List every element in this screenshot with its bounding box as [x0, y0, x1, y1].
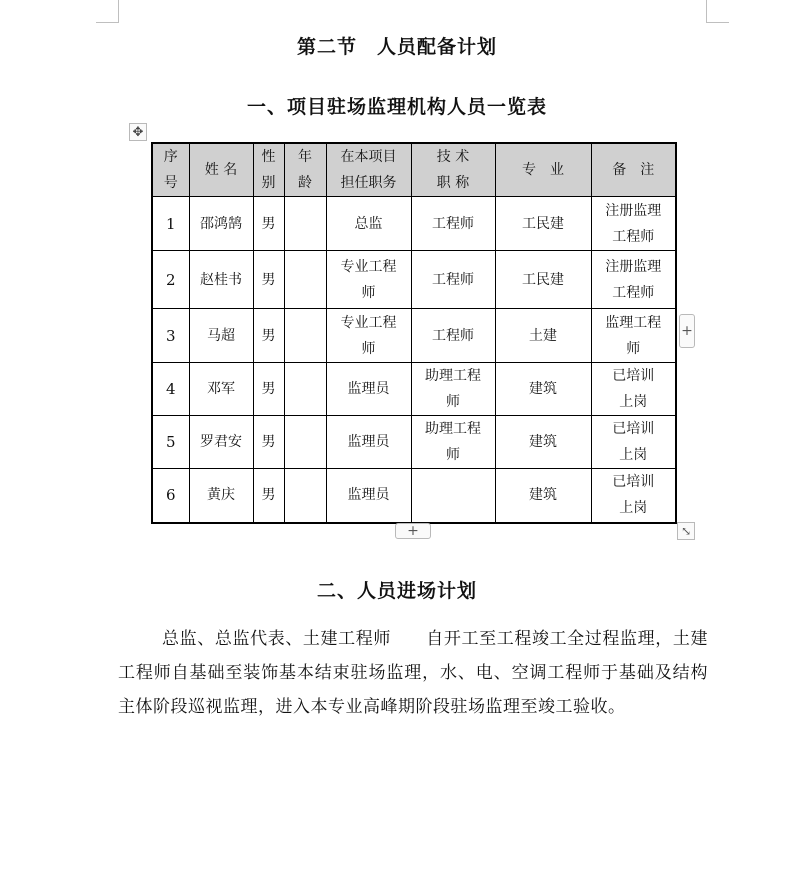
- page-corner-mark-right: [706, 0, 729, 23]
- header-age: 年 龄: [284, 143, 326, 197]
- cell-title[interactable]: 助理工程 师: [411, 363, 495, 416]
- table-row: [152, 251, 676, 309]
- header-title: 技 术 职 称: [411, 143, 495, 197]
- table-row: [152, 197, 676, 251]
- cell-position[interactable]: 监理员: [326, 416, 411, 469]
- cell-gender[interactable]: 男: [253, 416, 284, 469]
- cell-position[interactable]: 总监: [326, 197, 411, 251]
- cell-position[interactable]: 监理员: [326, 363, 411, 416]
- cell-age[interactable]: [284, 469, 326, 523]
- table-move-icon[interactable]: ✥: [129, 123, 147, 141]
- header-index: 序 号: [152, 143, 189, 197]
- cell-index[interactable]: 5: [152, 416, 189, 469]
- cell-age[interactable]: [284, 251, 326, 309]
- cell-index[interactable]: 2: [152, 251, 189, 309]
- cell-name[interactable]: 黄庆: [189, 469, 253, 523]
- table-row: [152, 416, 676, 469]
- heading-staff-table: 一、项目驻场监理机构人员一览表: [246, 96, 547, 118]
- cell-gender[interactable]: 男: [253, 363, 284, 416]
- table-header-row: [152, 143, 676, 197]
- cell-major[interactable]: 工民建: [495, 251, 591, 309]
- cell-remark[interactable]: 注册监理 工程师: [591, 197, 676, 251]
- staff-table: [151, 142, 677, 524]
- cell-major[interactable]: 工民建: [495, 197, 591, 251]
- cell-remark[interactable]: 注册监理 工程师: [591, 251, 676, 309]
- add-column-icon[interactable]: +: [679, 314, 695, 348]
- cell-remark[interactable]: 已培训 上岗: [591, 363, 676, 416]
- cell-age[interactable]: [284, 309, 326, 363]
- cell-name[interactable]: 赵桂书: [189, 251, 253, 309]
- cell-position[interactable]: 监理员: [326, 469, 411, 523]
- cell-name[interactable]: 邓军: [189, 363, 253, 416]
- cell-position[interactable]: 专业工程 师: [326, 309, 411, 363]
- header-name: 姓 名: [189, 143, 253, 197]
- cell-gender[interactable]: 男: [253, 251, 284, 309]
- header-major: 专 业: [495, 143, 591, 197]
- cell-age[interactable]: [284, 416, 326, 469]
- cell-index[interactable]: 4: [152, 363, 189, 416]
- entry-plan-paragraph: 总监、总监代表、土建工程师 自开工至工程竣工全过程监理，土建工程师自基础至装饰基本结束驻场监理，水、电、空调工程师于基础及结构主体阶段巡视监理，进入本专业高峰期阶段驻场监理至竣工验收。: [118, 629, 708, 717]
- cell-title[interactable]: 工程师: [411, 251, 495, 309]
- table-row: [152, 309, 676, 363]
- cell-remark[interactable]: 已培训 上岗: [591, 416, 676, 469]
- table-row: [152, 469, 676, 523]
- cell-title[interactable]: [411, 469, 495, 523]
- cell-major[interactable]: 建筑: [495, 469, 591, 523]
- header-gender: 性 别: [253, 143, 284, 197]
- section-title: 第二节 人员配备计划: [296, 36, 497, 58]
- cell-index[interactable]: 1: [152, 197, 189, 251]
- cell-gender[interactable]: 男: [253, 309, 284, 363]
- page-corner-mark-left: [96, 0, 119, 23]
- cell-remark[interactable]: 监理工程 师: [591, 309, 676, 363]
- cell-index[interactable]: 3: [152, 309, 189, 363]
- cell-name[interactable]: 邵鸿鹄: [189, 197, 253, 251]
- cell-title[interactable]: 助理工程 师: [411, 416, 495, 469]
- table-row: [152, 363, 676, 416]
- header-remark: 备 注: [591, 143, 676, 197]
- cell-index[interactable]: 6: [152, 469, 189, 523]
- cell-remark[interactable]: 已培训 上岗: [591, 469, 676, 523]
- cell-age[interactable]: [284, 363, 326, 416]
- cell-name[interactable]: 罗君安: [189, 416, 253, 469]
- cell-major[interactable]: 土建: [495, 309, 591, 363]
- cell-position[interactable]: 专业工程 师: [326, 251, 411, 309]
- cell-gender[interactable]: 男: [253, 469, 284, 523]
- cell-name[interactable]: 马超: [189, 309, 253, 363]
- table-resize-icon[interactable]: ⤡: [677, 522, 695, 540]
- header-position: 在本项目 担任职务: [326, 143, 411, 197]
- cell-title[interactable]: 工程师: [411, 309, 495, 363]
- cell-gender[interactable]: 男: [253, 197, 284, 251]
- add-row-icon[interactable]: +: [395, 523, 431, 539]
- cell-age[interactable]: [284, 197, 326, 251]
- cell-major[interactable]: 建筑: [495, 416, 591, 469]
- cell-major[interactable]: 建筑: [495, 363, 591, 416]
- heading-entry-plan: 二、人员进场计划: [316, 580, 477, 602]
- cell-title[interactable]: 工程师: [411, 197, 495, 251]
